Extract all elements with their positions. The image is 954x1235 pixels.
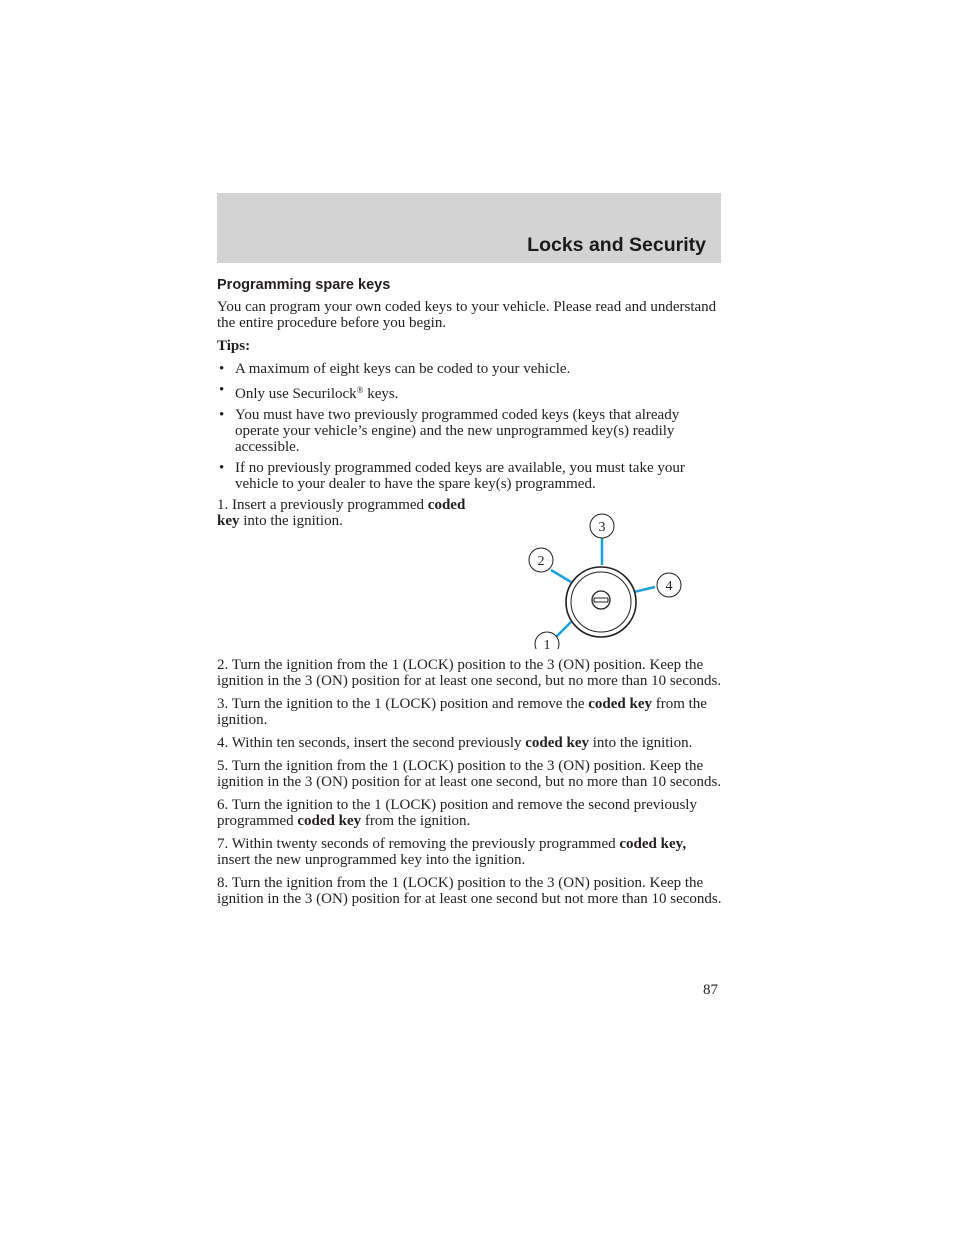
list-item	[217, 407, 723, 455]
position-1-label: 1	[543, 638, 551, 649]
section-heading: Programming spare keys	[217, 277, 391, 293]
intro-paragraph: You can program your own coded keys to your vehicle. Please read and understand the entire procedure before you begin.	[217, 299, 717, 331]
position-3-label: 3	[598, 520, 606, 535]
step-3: 3. Turn the ignition to the 1 (LOCK) position and remove the coded key from the ignition.	[217, 696, 707, 728]
position-4-label: 4	[665, 579, 673, 594]
bullet-icon: •	[219, 460, 225, 476]
step-4: 4. Within ten seconds, insert the second previously coded key into the ignition.	[217, 735, 693, 751]
bullet-icon: •	[219, 407, 225, 423]
page-number: 87	[703, 982, 718, 998]
position-2-label: 2	[537, 554, 545, 569]
tip-text: A maximum of eight keys can be coded to your vehicle.	[235, 361, 571, 377]
page-title: Locks and Security	[527, 234, 706, 256]
step-6: 6. Turn the ignition to the 1 (LOCK) position and remove the second previously programmed coded key from the ignition.	[217, 797, 697, 829]
list-item	[217, 361, 723, 377]
step-2: 2. Turn the ignition from the 1 (LOCK) position to the 3 (ON) position. Keep the ignition in the 3 (ON) position for at least one second, but no more than 10 seconds.	[217, 657, 722, 689]
tips-label: Tips:	[217, 338, 251, 354]
registered-mark: ®	[356, 385, 364, 395]
key-slot-bar	[594, 598, 608, 602]
position-4-line	[634, 587, 655, 592]
bullet-icon: •	[219, 361, 225, 377]
step-5: 5. Turn the ignition from the 1 (LOCK) position to the 3 (ON) position. Keep the ignition in the 3 (ON) position for at least one second, but no more than 10 seconds.	[217, 758, 722, 790]
header-band	[217, 193, 721, 263]
tip-text: You must have two previously programmed coded keys (keys that already operate your vehicle’s engine) and the new unprogrammed key(s) readily accessible.	[235, 407, 680, 455]
tip-text: keys.	[363, 386, 399, 402]
list-item	[217, 460, 723, 492]
bullet-icon: •	[219, 382, 225, 398]
content	[217, 276, 723, 914]
step-1: 1. Insert a previously programmed coded key into the ignition.	[217, 497, 466, 529]
position-2-line	[551, 570, 571, 582]
ignition-diagram	[517, 499, 687, 649]
step-8: 8. Turn the ignition from the 1 (LOCK) position to the 3 (ON) position. Keep the ignition in the 3 (ON) position for at least one second but not more than 10 seconds.	[217, 875, 722, 907]
step-1-row	[217, 497, 723, 657]
tip-text: Only use Securilock	[235, 386, 357, 402]
list-item	[217, 382, 723, 402]
tip-text: If no previously programmed coded keys are available, you must take your vehicle to your dealer to have the spare key(s) programmed.	[235, 460, 685, 492]
position-1-line	[555, 622, 571, 638]
tips-list	[217, 361, 723, 492]
step-7: 7. Within twenty seconds of removing the previously programmed coded key, insert the new unprogrammed key into the ignition.	[217, 836, 687, 868]
